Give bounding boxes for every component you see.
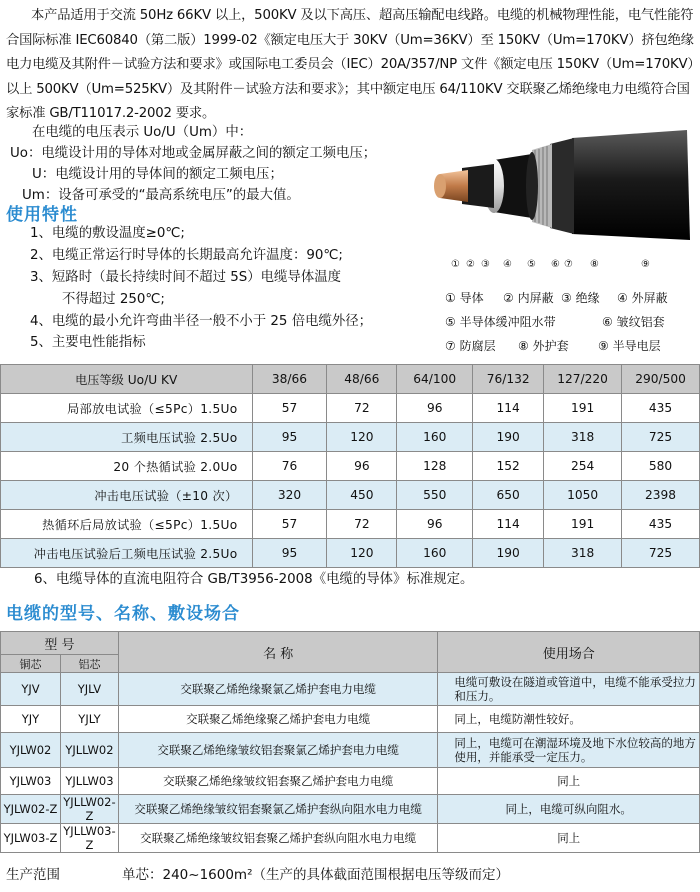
feature-item: 2、电缆正常运行时导体的长期最高允许温度：90℃; [30, 248, 343, 263]
table-cell: 550 [397, 481, 473, 510]
table-row [1, 673, 700, 706]
table-cell: 冲击电压试验（±10 次） [1, 481, 253, 510]
feature-item: 1、电缆的敷设温度≥0℃; [30, 226, 185, 241]
model-heading: 电缆的型号、名称、敷设场合 [6, 604, 240, 624]
table-cell: 72 [327, 394, 397, 423]
table-row [1, 768, 700, 795]
table-cell: 交联聚乙烯绝缘皱纹铝套聚乙烯护套电力电缆 [118, 768, 437, 795]
table-cell: 191 [544, 510, 622, 539]
legend-item: ⑧ 外护套 [518, 339, 569, 353]
performance-table [0, 364, 700, 568]
table-cell: 2398 [622, 481, 700, 510]
table-header-cell: 48/66 [327, 365, 397, 394]
layer-number: ② [466, 259, 475, 270]
legend-item: ⑤ 半导体缓冲阻水带 [445, 315, 556, 329]
table-cell: YJLLW02-Z [60, 795, 118, 824]
table-cell: 95 [252, 539, 327, 568]
table-cell: 96 [397, 510, 473, 539]
voltage-line-um: Um：设备可承受的“最高系统电压”的最大值。 [22, 188, 300, 203]
table-row [1, 452, 700, 481]
table-cell: 冲击电压试验后工频电压试验 2.5Uo [1, 539, 253, 568]
table-header-row [1, 632, 700, 655]
table-cell: 320 [252, 481, 327, 510]
table-header-cell: 38/66 [252, 365, 327, 394]
table-cell: YJLLW03-Z [60, 824, 118, 853]
table-cell: 254 [544, 452, 622, 481]
table-cell: 同上 [438, 824, 700, 853]
legend-item: ⑥ 皱纹铝套 [602, 315, 665, 329]
table-cell: 交联聚乙烯绝缘聚氯乙烯护套电力电缆 [118, 673, 437, 706]
feature-item: 不得超过 250℃; [62, 292, 165, 307]
table-header-cell: 型 号 [1, 632, 119, 655]
table-cell: 72 [327, 510, 397, 539]
table-cell: 同上，电缆防潮性较好。 [438, 706, 700, 733]
table-cell: 580 [622, 452, 700, 481]
voltage-title: 在电缆的电压表示 Uo/U（Um）中： [32, 125, 253, 140]
features-heading: 使用特性 [6, 205, 78, 225]
table-cell: YJLLW03 [60, 768, 118, 795]
legend-item: ③ 绝缘 [561, 291, 600, 305]
legend-item: ② 内屏蔽 [503, 291, 554, 305]
feature-item: 5、主要电性能指标 [30, 335, 146, 350]
layer-number: ① [451, 259, 460, 270]
table-cell: 热循环后局放试验（≤5Pc）1.5Uo [1, 510, 253, 539]
table-cell: 318 [544, 539, 622, 568]
layer-number: ⑧ [590, 259, 599, 270]
production-range: 单芯：240~1600m²（生产的具体截面范围根据电压等级而定） [122, 867, 509, 883]
table-cell: YJLW03 [1, 768, 61, 795]
table-cell: 20 个热循试验 2.0Uo [1, 452, 253, 481]
table-row [1, 481, 700, 510]
layer-number: ⑨ [641, 259, 650, 270]
table-cell: 同上，电缆可在潮湿环境及地下水位较高的地方使用，并能承受一定压力。 [438, 733, 700, 768]
table-header-cell: 64/100 [397, 365, 473, 394]
table-cell: YJLW02-Z [1, 795, 61, 824]
table-cell: 交联聚乙烯绝缘皱纹铝套聚氯乙烯护套电力电缆 [118, 733, 437, 768]
feature-item: 4、电缆的最小允许弯曲半径一般不小于 25 倍电缆外径； [30, 314, 373, 329]
table-header-row [1, 365, 700, 394]
table-cell: 1050 [544, 481, 622, 510]
table-cell: 96 [397, 394, 473, 423]
production-label: 生产范围 [6, 867, 60, 883]
table-row [1, 423, 700, 452]
table-cell: 120 [327, 423, 397, 452]
model-table [0, 631, 700, 853]
table-header-cell: 铜芯 [1, 655, 61, 673]
table-cell: 435 [622, 510, 700, 539]
table-row [1, 394, 700, 423]
table-cell: 190 [473, 539, 544, 568]
feature-item: 3、短路时（最长持续时间不超过 5S）电缆导体温度 [30, 270, 341, 285]
table-header-cell: 127/220 [544, 365, 622, 394]
table-cell: YJLV [60, 673, 118, 706]
voltage-line-u: U：电缆设计用的导体间的额定工频电压； [32, 167, 283, 182]
table-row [1, 510, 700, 539]
table-row [1, 539, 700, 568]
table-row [1, 795, 700, 824]
table-cell: 交联聚乙烯绝缘皱纹铝套聚氯乙烯护套纵向阻水电力电缆 [118, 795, 437, 824]
table-cell: YJLY [60, 706, 118, 733]
table-cell: YJLW03-Z [1, 824, 61, 853]
table-cell: 96 [327, 452, 397, 481]
table-cell: 电缆可敷设在隧道或管道中，电缆不能承受拉力和压力。 [438, 673, 700, 706]
layer-number: ⑥ [551, 259, 560, 270]
table-cell: 57 [252, 510, 327, 539]
legend-item: ① 导体 [445, 291, 484, 305]
table-cell: 725 [622, 539, 700, 568]
table-cell: YJLW02 [1, 733, 61, 768]
table-cell: 191 [544, 394, 622, 423]
table-cell: 725 [622, 423, 700, 452]
layer-number: ③ [481, 259, 490, 270]
table-cell: 工频电压试验 2.5Uo [1, 423, 253, 452]
table-cell: 交联聚乙烯绝缘聚乙烯护套电力电缆 [118, 706, 437, 733]
table-cell: 95 [252, 423, 327, 452]
table-cell: 同上，电缆可纵向阻水。 [438, 795, 700, 824]
cable-illustration [432, 130, 692, 250]
table-cell: 160 [397, 539, 473, 568]
table-cell: 76 [252, 452, 327, 481]
table-cell: 650 [473, 481, 544, 510]
table-cell: 局部放电试验（≤5Pc）1.5Uo [1, 394, 253, 423]
table-row [1, 824, 700, 853]
table-cell: YJLLW02 [60, 733, 118, 768]
table-header-cell: 电压等级 Uo/U KV [1, 365, 253, 394]
table-header-cell: 铝芯 [60, 655, 118, 673]
table-header-cell: 名 称 [118, 632, 437, 673]
table-cell: YJY [1, 706, 61, 733]
table-cell: 128 [397, 452, 473, 481]
voltage-line-uo: Uo：电缆设计用的导体对地或金属屏蔽之间的额定工频电压； [10, 146, 377, 161]
resistance-note: 6、电缆导体的直流电阻符合 GB/T3956-2008《电缆的导体》标准规定。 [34, 572, 474, 587]
legend-item: ⑦ 防腐层 [445, 339, 496, 353]
table-cell: 交联聚乙烯绝缘皱纹铝套聚乙烯护套纵向阻水电力电缆 [118, 824, 437, 853]
table-header-cell: 使用场合 [438, 632, 700, 673]
table-cell: 同上 [438, 768, 700, 795]
table-cell: 435 [622, 394, 700, 423]
table-cell: 318 [544, 423, 622, 452]
table-cell: 450 [327, 481, 397, 510]
table-cell: 57 [252, 394, 327, 423]
legend-item: ⑨ 半导电层 [598, 339, 661, 353]
intro-paragraph: 本产品适用于交流 50Hz 66KV 以上，500KV 及以下高压、超高压输配电线路。电缆的机械物理性能，电气性能符合国际标准 IEC60840（第二版）1999-02《额定电压大于 30KV（Um=36KV）至 150KV（Um=170KV）挤包绝缘电力电缆及其附件－试验方法和要求》或国际电工委员会（IEC）20A/357/NP 文件《额定电压 150KV（Um=170KV）以上 500KV（Um=525KV）及其附件－试验方法和要求》；其中额定电压 64/110KV 交联聚乙烯绝缘电力电缆符合国家标准 GB/T11017.2-2002 要求。 [6, 8, 694, 121]
table-cell: 114 [473, 510, 544, 539]
layer-number: ⑤ [527, 259, 536, 270]
table-cell: 190 [473, 423, 544, 452]
legend-item: ④ 外屏蔽 [617, 291, 668, 305]
layer-number: ⑦ [564, 259, 573, 270]
table-header-cell: 290/500 [622, 365, 700, 394]
table-cell: 152 [473, 452, 544, 481]
table-cell: YJV [1, 673, 61, 706]
table-row [1, 733, 700, 768]
table-cell: 160 [397, 423, 473, 452]
table-row [1, 706, 700, 733]
table-header-cell: 76/132 [473, 365, 544, 394]
table-cell: 120 [327, 539, 397, 568]
table-cell: 114 [473, 394, 544, 423]
layer-number: ④ [503, 259, 512, 270]
